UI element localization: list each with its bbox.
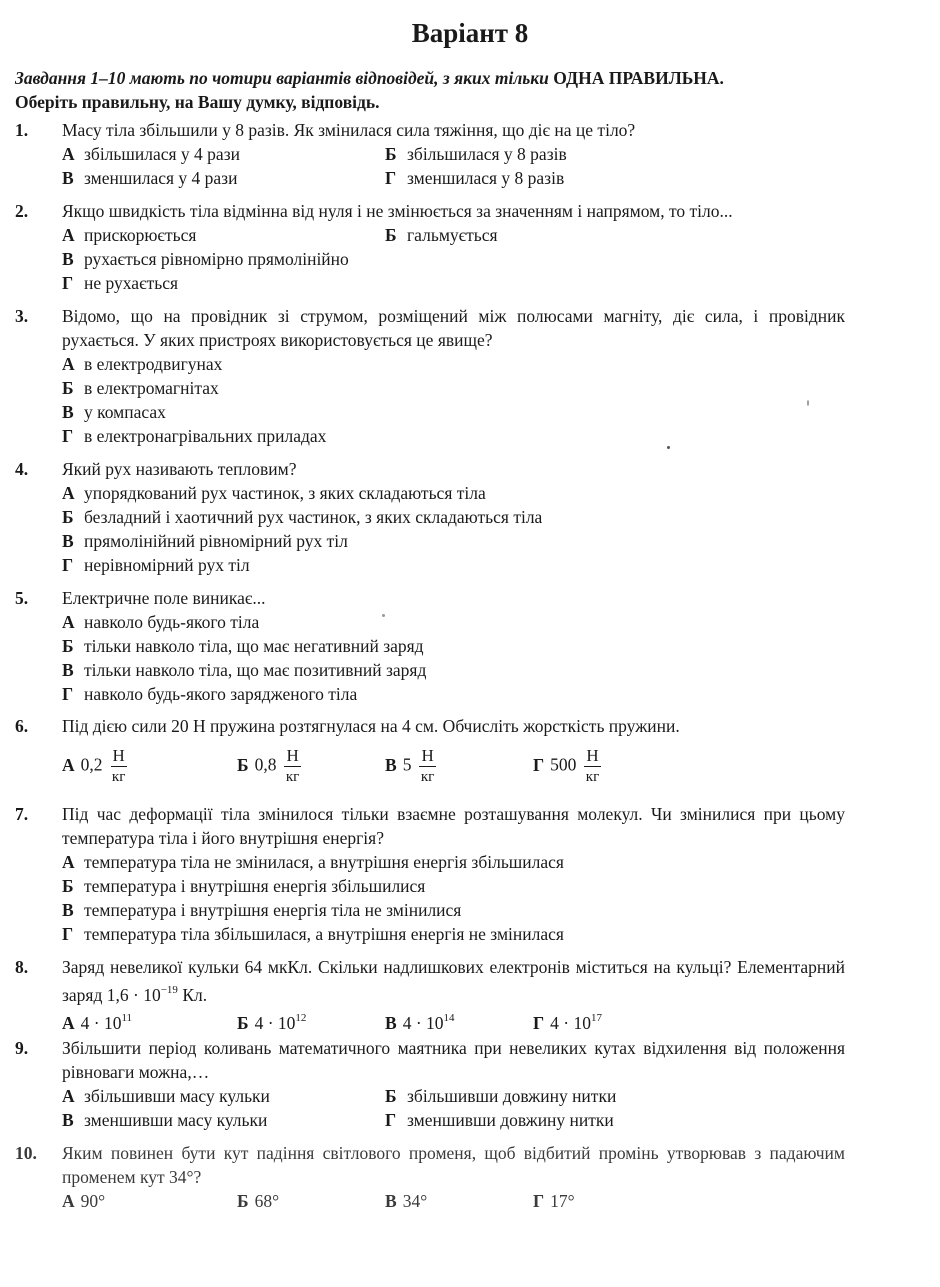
option-letter: Г	[533, 1012, 545, 1033]
option-g[interactable]	[62, 424, 845, 448]
exponent: −19	[160, 984, 178, 996]
question-3	[15, 304, 845, 448]
option-b[interactable]	[237, 746, 301, 787]
unit-denominator: кг	[111, 769, 126, 785]
option-letter: Б	[385, 225, 397, 245]
option-text: нерівномірний рух тіл	[84, 555, 250, 575]
option-letter: А	[62, 144, 75, 164]
option-letter: Б	[62, 507, 74, 527]
option-g[interactable]	[533, 1007, 602, 1035]
option-a[interactable]	[62, 850, 845, 874]
question-text: Відомо, що на провідник зі струмом, розміщений між полюсами магніту, діє сила, і провідник рухається. У яких пристроях використовується це явище?	[62, 306, 845, 350]
option-v[interactable]	[62, 898, 845, 922]
unit-denominator: кг	[420, 769, 435, 785]
question-2	[15, 199, 845, 295]
scan-speck	[667, 446, 670, 449]
option-g[interactable]	[62, 682, 845, 706]
instructions-part-2: ОДНА ПРАВИЛЬНА.	[553, 68, 724, 88]
question-1	[15, 118, 845, 190]
option-text: температура і внутрішня енергія тіла не змінилися	[84, 900, 462, 920]
option-text: збільшилася у 8 разів	[407, 144, 567, 164]
option-v[interactable]	[385, 746, 436, 787]
question-number: 10.	[15, 1143, 37, 1163]
option-v[interactable]	[62, 658, 845, 682]
option-letter: А	[62, 1012, 75, 1033]
question-4	[15, 457, 845, 577]
unit-fraction	[419, 746, 435, 787]
option-value: 0,8	[254, 754, 277, 775]
option-text: температура тіла збільшилася, а внутрішня енергія не змінилася	[84, 924, 564, 944]
unit-numerator: Н	[286, 746, 299, 765]
instructions	[15, 66, 855, 114]
question-6	[15, 714, 845, 798]
option-letter: А	[62, 483, 75, 503]
option-letter: А	[62, 612, 75, 632]
question-10	[15, 1141, 845, 1213]
option-a[interactable]	[62, 352, 845, 376]
option-exponent: 14	[443, 1011, 455, 1024]
option-letter: Б	[62, 876, 74, 896]
option-text: гальмується	[407, 225, 498, 245]
option-v[interactable]	[62, 529, 845, 553]
option-letter: В	[62, 1110, 74, 1130]
option-exponent: 17	[590, 1011, 602, 1024]
option-b[interactable]	[62, 376, 845, 400]
option-v[interactable]	[62, 247, 845, 271]
option-text: упорядкований рух частинок, з яких складаються тіла	[84, 483, 486, 503]
option-letter: В	[385, 754, 397, 775]
unit-numerator: Н	[112, 746, 125, 765]
option-b[interactable]	[62, 874, 845, 898]
option-text: в електронагрівальних приладах	[84, 426, 327, 446]
option-g[interactable]	[533, 1189, 575, 1213]
option-text: 68°	[254, 1191, 280, 1211]
option-letter: Б	[385, 1086, 397, 1106]
option-text: не рухається	[84, 273, 179, 293]
option-a[interactable]	[62, 225, 196, 245]
option-v[interactable]	[62, 168, 237, 188]
option-v[interactable]	[62, 1110, 267, 1130]
option-a[interactable]	[62, 144, 240, 164]
option-b[interactable]	[237, 1007, 306, 1035]
option-text: у компасах	[84, 402, 166, 422]
option-value: 5	[402, 754, 412, 775]
option-text: зменшилася у 4 рази	[84, 168, 238, 188]
option-base: 4 · 10	[550, 1012, 591, 1033]
option-text: збільшивши довжину нитки	[407, 1086, 617, 1106]
option-g[interactable]	[385, 1108, 614, 1132]
option-letter: Б	[385, 144, 397, 164]
question-number: 3.	[15, 306, 29, 326]
option-letter: А	[62, 225, 75, 245]
option-a[interactable]	[62, 746, 127, 787]
option-text: збільшилася у 4 рази	[84, 144, 240, 164]
scan-speck	[382, 614, 385, 617]
option-text: тільки навколо тіла, що має позитивний заряд	[84, 660, 427, 680]
option-letter: В	[62, 249, 74, 269]
option-letter: В	[62, 900, 74, 920]
instructions-part-3: Оберіть правильну, на Вашу думку, відповідь.	[15, 92, 380, 112]
question-text: Під час деформації тіла змінилося тільки взаємне розташування молекул. Чи змінилися при цьому температура тіла і його внутрішня енергія?	[62, 804, 845, 848]
option-letter: В	[62, 168, 74, 188]
option-letter: Г	[62, 426, 74, 446]
option-text: тільки навколо тіла, що має негативний заряд	[84, 636, 424, 656]
option-b[interactable]	[385, 223, 498, 247]
option-letter: А	[62, 1086, 75, 1106]
question-number: 8.	[15, 957, 29, 977]
option-letter: Г	[533, 1191, 545, 1211]
option-text: зменшилася у 8 разів	[407, 168, 565, 188]
option-letter: В	[62, 402, 74, 422]
option-letter: В	[62, 531, 74, 551]
option-a[interactable]	[62, 610, 845, 634]
option-letter: Г	[62, 684, 74, 704]
question-8	[15, 955, 845, 1031]
option-base: 4 · 10	[254, 1012, 296, 1033]
option-letter: Б	[62, 636, 74, 656]
question-9	[15, 1036, 845, 1132]
question-5	[15, 586, 845, 706]
question-number: 7.	[15, 804, 29, 824]
option-letter: А	[62, 354, 75, 374]
option-b[interactable]	[237, 1189, 279, 1213]
option-letter: Г	[385, 168, 397, 188]
page-title: Варіант 8	[411, 18, 529, 48]
option-letter: Г	[62, 924, 74, 944]
unit-denominator: кг	[285, 769, 300, 785]
question-text: Який рух називають тепловим?	[62, 459, 297, 479]
question-text-main: Заряд невеликої кульки 64 мкКл. Скільки надлишкових електронів міститься на кульці? Елементарний заряд 1,6 · 10	[62, 957, 845, 1005]
question-text: Якщо швидкість тіла відмінна від нуля і не змінюється за значенням і напрямом, то тіло...	[62, 201, 733, 221]
option-letter: Б	[62, 378, 74, 398]
option-a[interactable]	[62, 1007, 132, 1035]
unit-fraction	[584, 746, 600, 787]
option-exponent: 12	[295, 1011, 307, 1024]
option-a[interactable]	[62, 1086, 270, 1106]
question-number: 5.	[15, 588, 29, 608]
question-number: 1.	[15, 120, 29, 140]
option-letter: Б	[237, 754, 249, 775]
question-number: 4.	[15, 459, 29, 479]
option-g[interactable]	[62, 553, 845, 577]
option-text: прямолінійний рівномірний рух тіл	[84, 531, 348, 551]
option-text: навколо будь-якого зарядженого тіла	[84, 684, 358, 704]
unit: Кл.	[177, 984, 208, 1005]
option-letter: В	[62, 660, 74, 680]
option-exponent: 11	[121, 1011, 133, 1024]
option-text: збільшивши масу кульки	[84, 1086, 270, 1106]
option-g[interactable]	[385, 166, 564, 190]
option-v[interactable]	[385, 1189, 427, 1213]
option-g[interactable]	[533, 746, 601, 787]
option-text: зменшивши масу кульки	[84, 1110, 268, 1130]
option-text: 17°	[550, 1191, 575, 1211]
question-text: Яким повинен бути кут падіння світлового променя, щоб відбитий промінь утворював з падаючим променем кут 34°?	[62, 1143, 845, 1187]
option-v[interactable]	[385, 1007, 455, 1035]
option-value: 500	[550, 754, 577, 775]
option-text: в електромагнітах	[84, 378, 219, 398]
option-text: прискорюється	[84, 225, 197, 245]
option-base: 4 · 10	[80, 1012, 122, 1033]
instructions-part-1: Завдання 1–10 мають по чотири варіантів відповідей, з яких тільки	[15, 68, 554, 88]
option-text: безладний і хаотичний рух частинок, з яких складаються тіла	[84, 507, 543, 527]
option-g[interactable]	[62, 271, 845, 295]
question-number: 2.	[15, 201, 29, 221]
scan-speck	[807, 400, 809, 406]
question-7	[15, 802, 845, 946]
question-text: Масу тіла збільшили у 8 разів. Як змінилася сила тяжіння, що діє на це тіло?	[62, 120, 636, 140]
option-b[interactable]	[385, 1084, 616, 1108]
option-letter: Г	[62, 555, 74, 575]
question-text: Збільшити період коливань математичного маятника при невеликих кутах відхилення від положення рівноваги можна,…	[62, 1038, 845, 1082]
option-text: температура тіла не змінилася, а внутрішня енергія збільшилася	[84, 852, 564, 872]
option-letter: Б	[237, 1012, 249, 1033]
option-letter: Г	[533, 754, 545, 775]
option-text: рухається рівномірно прямолінійно	[84, 249, 349, 269]
option-a[interactable]	[62, 1189, 105, 1213]
option-letter: А	[62, 1191, 75, 1211]
option-text: навколо будь-якого тіла	[84, 612, 260, 632]
option-g[interactable]	[62, 922, 845, 946]
option-letter: Г	[385, 1110, 397, 1130]
option-text: зменшивши довжину нитки	[407, 1110, 614, 1130]
unit-denominator: кг	[585, 769, 600, 785]
option-v[interactable]	[62, 400, 845, 424]
option-a[interactable]	[62, 481, 845, 505]
option-base: 4 · 10	[402, 1012, 444, 1033]
unit-fraction	[111, 746, 127, 787]
question-text: Під дією сили 20 Н пружина розтягнулася на 4 см. Обчисліть жорсткість пружини.	[62, 716, 680, 736]
option-text: температура і внутрішня енергія збільшилися	[84, 876, 426, 896]
option-text: в електродвигунах	[84, 354, 223, 374]
option-letter: В	[385, 1191, 397, 1211]
option-letter: Б	[237, 1191, 249, 1211]
option-text: 90°	[80, 1191, 106, 1211]
option-b[interactable]	[385, 142, 567, 166]
question-number: 9.	[15, 1038, 29, 1058]
unit-fraction	[284, 746, 300, 787]
option-letter: А	[62, 852, 75, 872]
option-b[interactable]	[62, 634, 845, 658]
unit-numerator: Н	[586, 746, 599, 765]
option-b[interactable]	[62, 505, 845, 529]
option-letter: А	[62, 754, 75, 775]
option-letter: В	[385, 1012, 397, 1033]
unit-numerator: Н	[421, 746, 434, 765]
option-letter: Г	[62, 273, 74, 293]
question-number: 6.	[15, 716, 29, 736]
option-value: 0,2	[80, 754, 103, 775]
question-text: Електричне поле виникає...	[62, 588, 266, 608]
option-text: 34°	[402, 1191, 428, 1211]
question-text	[62, 955, 845, 1007]
